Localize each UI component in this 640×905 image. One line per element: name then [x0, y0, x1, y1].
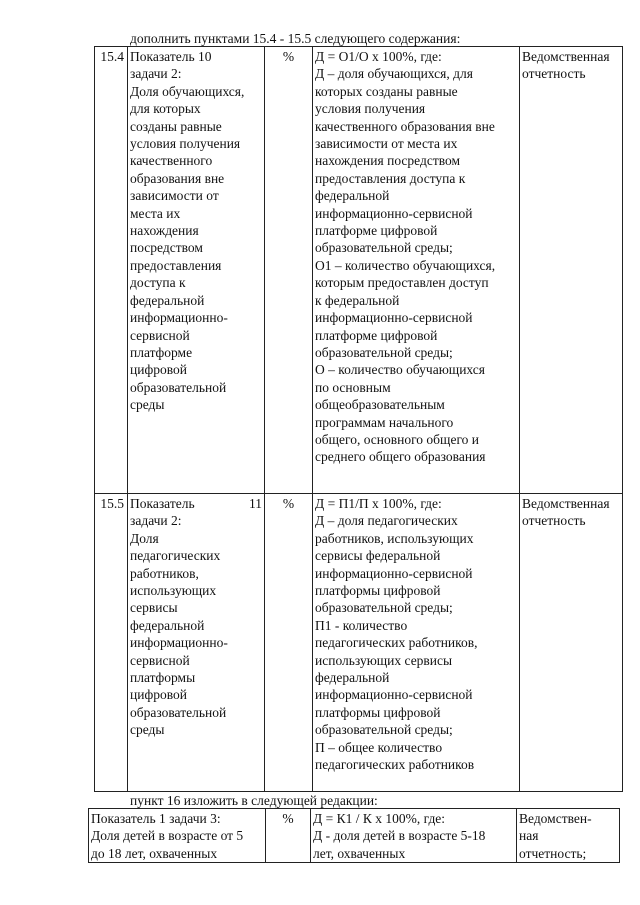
indicators-table — [94, 46, 623, 792]
formula-line: информационно-сервисной — [315, 687, 473, 703]
indicator-name-line: Показатель 10 — [130, 49, 212, 64]
unit-of-measure: % — [265, 494, 313, 792]
formula-line: О1 – количество обучающихся, — [315, 257, 496, 273]
indicator-name-line: платформы — [130, 670, 196, 686]
indicator-name-line: образовательной — [130, 379, 227, 395]
source-line: Ведомственная — [522, 49, 610, 64]
indicator-name-line: предоставления — [130, 257, 222, 273]
table-row-15-4 — [95, 47, 623, 494]
formula-line: образовательной среды; — [315, 344, 453, 360]
formula-line: П – общее количество — [315, 739, 443, 755]
indicator-name — [128, 494, 265, 792]
indicator-name-line: федеральной — [130, 292, 205, 308]
indicator-name-line: задачи 2: — [130, 66, 182, 82]
indicator-name-line: сервисы — [130, 600, 178, 616]
indicator-name-line: информационно- — [130, 310, 228, 326]
data-source — [517, 809, 620, 863]
formula-line: федеральной — [315, 188, 390, 204]
indicator-name-line: доступа к — [130, 275, 186, 291]
formula-line: федеральной — [315, 670, 390, 686]
formula-line: Д – доля обучающихся, для — [315, 66, 473, 82]
indicator-name-line: образовательной — [130, 704, 227, 720]
formula-line: по основным — [315, 379, 391, 395]
indicator-name-line: сервисной — [130, 652, 190, 668]
formula-line: образовательной среды; — [315, 722, 453, 738]
formula-line: использующих сервисы — [315, 652, 453, 668]
indicator-name-line: платформе — [130, 344, 193, 360]
formula-line: зависимости от места их — [315, 136, 458, 152]
formula-line: сервисы федеральной — [315, 548, 441, 564]
formula-line: среднего общего образования — [315, 449, 486, 465]
indicator-name-line: образования вне — [130, 170, 225, 186]
formula-line: Д = К1 / К х 100%, где: — [313, 811, 446, 826]
indicator-name-line: федеральной — [130, 617, 205, 633]
indicator-name-line: Показатель 1 задачи 3: — [91, 811, 221, 826]
formula-line: общеобразовательным — [315, 397, 445, 413]
formula-line: программам начального — [315, 414, 454, 430]
data-source — [520, 47, 623, 494]
formula-line: П1 - количество — [315, 617, 408, 633]
table-row-15-5 — [95, 494, 623, 792]
indicator-name-line: созданы равные — [130, 118, 222, 134]
indicator-name-line: педагогических — [130, 548, 221, 564]
indicator-name-line: места их — [130, 205, 181, 221]
indicator-name — [128, 47, 265, 494]
indicator-name-line: Доля обучающихся, — [130, 83, 245, 99]
formula-line: условия получения — [315, 101, 426, 117]
formula-line: платформе цифровой — [315, 327, 438, 343]
indicator-name-line: посредством — [130, 240, 203, 256]
indicator-number: 11 — [249, 496, 262, 511]
formula-line: нахождения посредством — [315, 153, 461, 169]
indicator-name-line: использующих — [130, 583, 217, 599]
table-row-16 — [89, 809, 620, 863]
unit-of-measure: % — [265, 47, 313, 494]
formula-line: Д = П1/П х 100%, где: — [315, 496, 442, 511]
formula-line: которым предоставлен доступ — [315, 275, 489, 291]
calculation-formula — [311, 809, 517, 863]
formula-line: работников, использующих — [315, 530, 474, 546]
data-source — [520, 494, 623, 792]
source-line: Ведомственная — [522, 496, 610, 511]
indicator-name-line: цифровой — [130, 362, 187, 378]
indicator-name-line: цифровой — [130, 687, 187, 703]
formula-line: платформе цифровой — [315, 223, 438, 239]
formula-line: педагогических работников — [315, 757, 475, 773]
indicator-name-line: качественного — [130, 153, 213, 169]
source-line: Ведомствен- — [519, 811, 592, 826]
indicator-16-table — [88, 808, 620, 863]
indicator-name-first-line — [130, 495, 262, 512]
intro-paragraph-1: дополнить пунктами 15.4 - 15.5 следующего содержания: — [130, 31, 461, 46]
formula-line: информационно-сервисной — [315, 310, 473, 326]
indicator-name-line: Доля — [130, 530, 159, 546]
source-line: отчетность; — [519, 845, 587, 861]
formula-line: платформы цифровой — [315, 704, 441, 720]
formula-line: предоставления доступа к — [315, 170, 466, 186]
formula-line: которых созданы равные — [315, 83, 458, 99]
formula-line: информационно-сервисной — [315, 205, 473, 221]
source-line: отчетность — [522, 513, 586, 529]
formula-line: общего, основного общего и — [315, 431, 479, 447]
indicator-name-line: для которых — [130, 101, 201, 117]
indicator-label: Показатель — [130, 496, 195, 511]
indicator-name-line: Доля детей в возрасте от 5 — [91, 828, 244, 844]
row-number: 15.4 — [95, 47, 128, 494]
formula-line: образовательной среды; — [315, 600, 453, 616]
calculation-formula — [313, 494, 520, 792]
formula-line: педагогических работников, — [315, 635, 478, 651]
unit-of-measure: % — [266, 809, 311, 863]
formula-line: образовательной среды; — [315, 240, 453, 256]
formula-line: к федеральной — [315, 292, 400, 308]
formula-line: Д – доля педагогических — [315, 513, 458, 529]
indicator-name-line: среды — [130, 397, 165, 413]
formula-line: О – количество обучающихся — [315, 362, 485, 378]
indicator-name-line: среды — [130, 722, 165, 738]
intro-paragraph-2: пункт 16 изложить в следующей редакции: — [130, 793, 378, 808]
indicator-name-line: информационно- — [130, 635, 228, 651]
formula-line: Д = О1/О х 100%, где: — [315, 49, 442, 64]
indicator-name-line: нахождения — [130, 223, 199, 239]
formula-line: Д - доля детей в возрасте 5-18 — [313, 828, 486, 844]
formula-line: лет, охваченных — [313, 845, 406, 861]
indicator-name-line: сервисной — [130, 327, 190, 343]
formula-line: информационно-сервисной — [315, 565, 473, 581]
indicator-name-line: до 18 лет, охваченных — [91, 845, 218, 861]
indicator-name-line: условия получения — [130, 136, 241, 152]
indicator-name — [89, 809, 266, 863]
indicator-name-line: задачи 2: — [130, 513, 182, 529]
indicator-name-line: работников, — [130, 565, 199, 581]
source-line: отчетность — [522, 66, 586, 82]
formula-line: качественного образования вне — [315, 118, 495, 134]
row-number: 15.5 — [95, 494, 128, 792]
calculation-formula — [313, 47, 520, 494]
indicator-name-line: зависимости от — [130, 188, 219, 204]
source-line: ная — [519, 828, 539, 844]
formula-line: платформы цифровой — [315, 583, 441, 599]
